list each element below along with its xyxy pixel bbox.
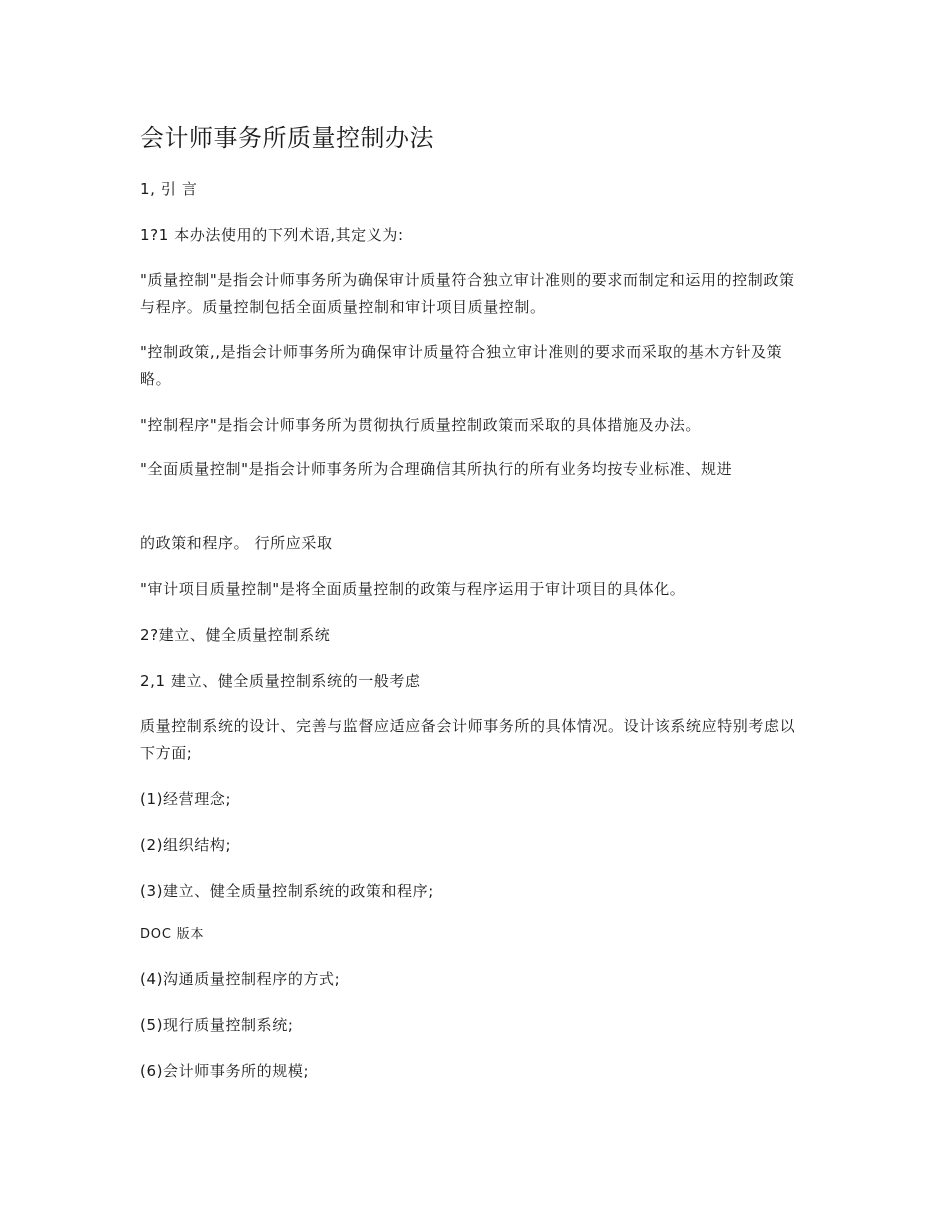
design-considerations-text: 质量控制系统的设计、完善与监督应适应备会计师事务所的具体情况。设计该系统应特别考虑以下方面; [140,717,796,762]
list-item: (3)建立、健全质量控制系统的政策和程序; [140,882,434,900]
definition-control-procedure: "控制程序"是指会计师事务所为贯彻执行质量控制政策而采取的具体措施及办法。 [140,416,702,434]
definition-total-quality-control-continued: 的政策和程序。 行所应采取 [140,534,333,552]
definition-quality-control: "质量控制"是指会计师事务所为确保审计质量符合独立审计准则的要求而制定和运用的控制政策与程序。质量控制包括全面质量控制和审计项目质量控制。 [140,271,795,316]
doc-version-label: DOC 版本 [140,927,205,942]
list-item: (5)现行质量控制系统; [140,1016,294,1034]
list-item: (2)组织结构; [140,836,232,854]
document-page [140,0,810,1230]
document-title: 会计师事务所质量控制办法 [140,124,434,152]
list-item: (6)会计师事务所的规模; [140,1062,310,1080]
subsection-general-considerations: 2,1 建立、健全质量控制系统的一般考虑 [140,672,421,690]
section-heading-intro: 1, 引 言 [140,180,198,198]
definition-total-quality-control: "全面质量控制"是指会计师事务所为合理确信其所执行的所有业务均按专业标准、规进 [140,460,733,478]
definition-control-policy: "控制政策,,是指会计师事务所为确保审计质量符合独立审计准则的要求而采取的基木方针及策略。 [140,343,783,388]
subsection-terms: 1?1 本办法使用的下列术语,其定义为: [140,226,404,244]
list-item: (4)沟通质量控制程序的方式; [140,970,341,988]
section-heading-system: 2?建立、健全质量控制系统 [140,626,331,644]
list-item: (1)经营理念; [140,790,232,808]
definition-audit-quality-control: "审计项目质量控制"是将全面质量控制的政策与程序运用于审计项目的具体化。 [140,580,686,598]
